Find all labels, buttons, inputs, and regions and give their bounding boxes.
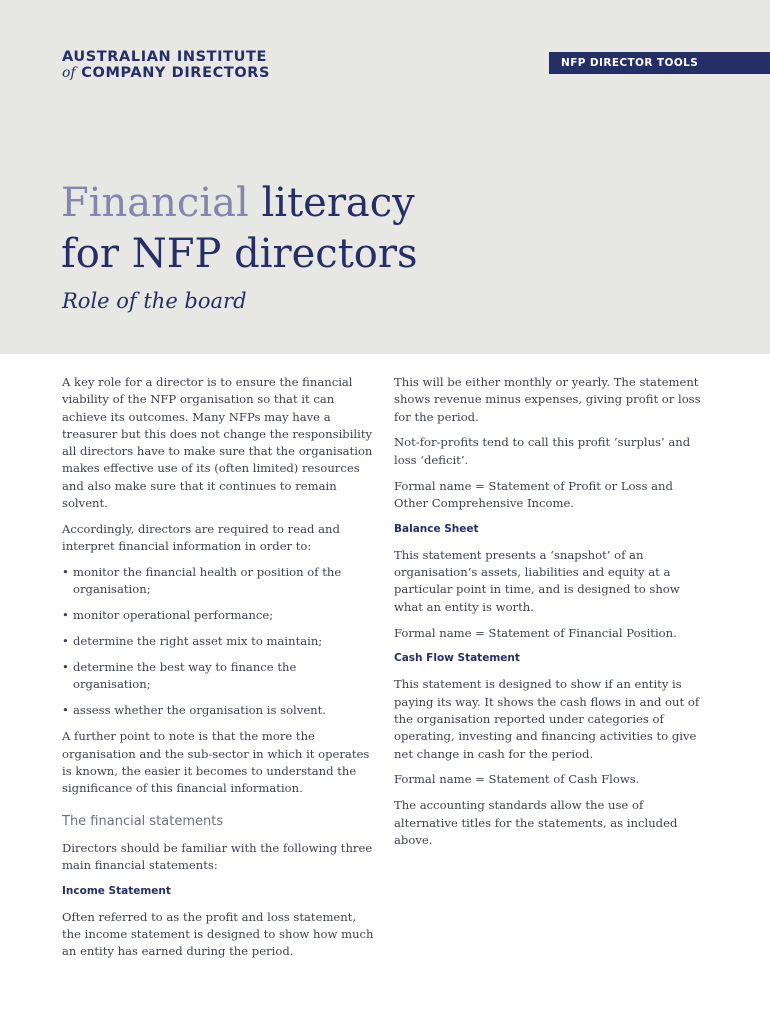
balance-sheet-paragraph: This statement presents a ‘snapshot’ of an organisation’s assets, liabilities and equity at a particular point in time, and is designed to show what an entity is worth. <box>394 547 680 614</box>
list-item: • determine the best way to finance the organisation; <box>62 659 374 694</box>
list-item: • monitor the financial health or position of the organisation; <box>62 564 374 599</box>
nfp-director-tools-banner: NFP DIRECTOR TOOLS <box>549 52 770 74</box>
income-formal-name: Formal name = Statement of Profit or Loss and Other Comprehensive Income. <box>394 478 673 510</box>
cash-flow-formal-name: Formal name = Statement of Cash Flows. <box>394 772 640 787</box>
requirements-list <box>62 564 374 719</box>
intro-paragraph: A key role for a director is to ensure the financial viability of the NFP organisation so that it can achieve its outcomes. Many NFPs may have a treasurer but this does not change the responsibility all directors have to make sure that the organisation makes effective use of its (often limited) resources and also make sure that it continues to remain solvent. <box>62 375 373 511</box>
cash-flow-paragraph: This statement is designed to show if an entity is paying its way. It shows the cash flows in and out of the organisation reported under categories of operating, investing and financing activities to give net change in cash for the period. <box>394 677 700 761</box>
aicd-logo <box>62 49 270 81</box>
list-item: • assess whether the organisation is solvent. <box>62 702 374 719</box>
left-column <box>62 374 374 969</box>
list-item: • monitor operational performance; <box>62 607 374 624</box>
title-rest-line1: literacy <box>248 180 415 226</box>
income-statement-heading: Income Statement <box>62 884 171 897</box>
balance-formal-name: Formal name = Statement of Financial Position. <box>394 625 677 640</box>
alternative-titles-paragraph: The accounting standards allow the use of alternative titles for the statements, as included above. <box>394 798 678 847</box>
surplus-deficit-paragraph: Not-for-profits tend to call this profit ‘surplus’ and loss ‘deficit’. <box>394 435 691 467</box>
cash-flow-heading: Cash Flow Statement <box>394 652 520 665</box>
title-accent-word: Financial <box>61 180 249 226</box>
logo-of: of <box>62 65 76 81</box>
statements-intro-paragraph: Directors should be familiar with the following three main financial statements: <box>62 840 373 872</box>
financial-statements-heading: The financial statements <box>62 814 224 830</box>
logo-line2 <box>62 65 270 81</box>
further-point-paragraph: A further point to note is that the more the organisation and the sub-sector in which it operates is known, the easier it becomes to understand the significance of this financial information. <box>62 729 370 796</box>
right-column <box>394 374 706 858</box>
header-band <box>0 0 770 354</box>
balance-sheet-heading: Balance Sheet <box>394 522 479 535</box>
income-period-paragraph: This will be either monthly or yearly. The statement shows revenue minus expenses, giving profit or loss for the period. <box>394 375 701 424</box>
logo-line1: AUSTRALIAN INSTITUTE <box>62 49 268 65</box>
logo-line2-text: COMPANY DIRECTORS <box>81 65 271 81</box>
income-statement-paragraph: Often referred to as the profit and loss statement, the income statement is designed to show how much an entity has earned during the period. <box>62 909 374 959</box>
page-subtitle: Role of the board <box>62 289 247 313</box>
page-title <box>61 178 418 280</box>
title-line2: for NFP directors <box>61 231 418 277</box>
list-item: • determine the right asset mix to maintain; <box>62 633 374 650</box>
requirements-paragraph: Accordingly, directors are required to read and interpret financial information in order to: <box>62 521 340 554</box>
